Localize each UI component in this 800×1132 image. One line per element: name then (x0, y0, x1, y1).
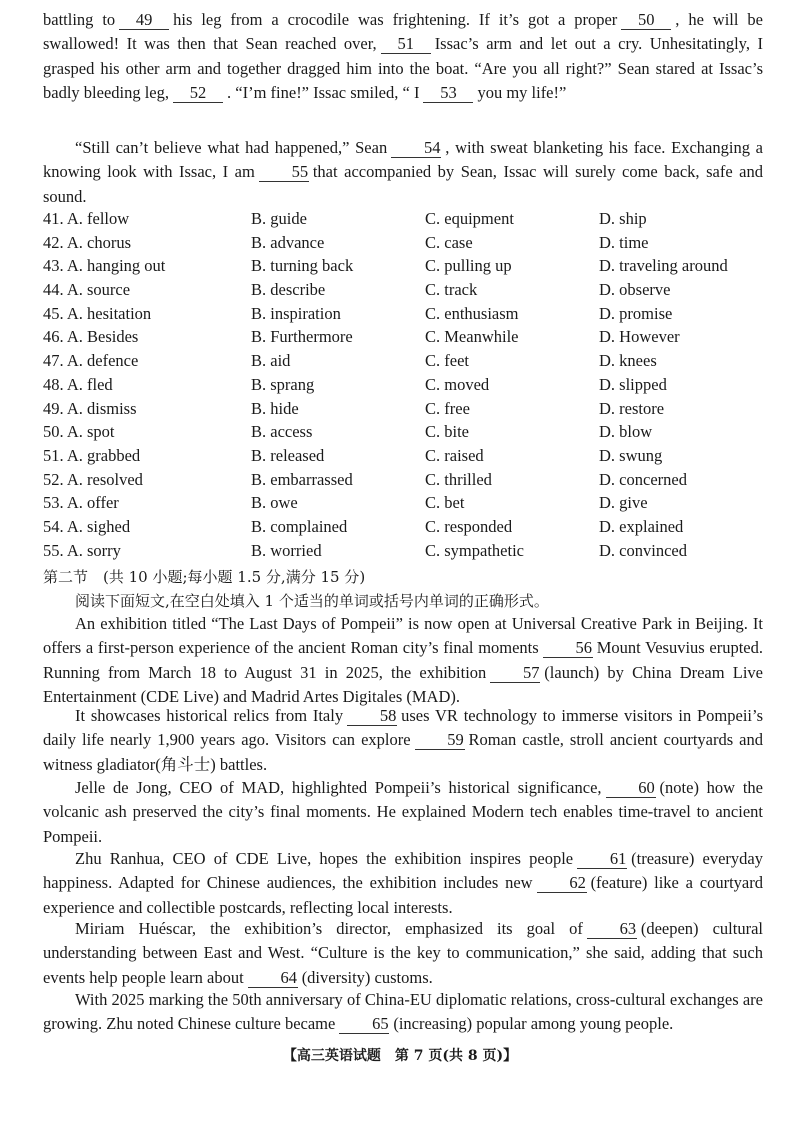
blank-65: 65 (339, 1015, 389, 1034)
blank-50: 50 (621, 11, 671, 30)
page-footer: 【高三英语试题 第 7 页(共 8 页)】 (282, 1048, 518, 1064)
option-row-47: 47. A. defence B. aid C. feet D. knees (43, 351, 657, 371)
option-row-42: 42. A. chorus B. advance C. case D. time (43, 232, 649, 252)
option-row-48: 48. A. fled B. sprang C. moved D. slipped (43, 374, 667, 394)
blank-55: 55 (259, 163, 309, 182)
blank-60: 60 (606, 779, 656, 798)
grammar-paragraph-3: Jelle de Jong, CEO of MAD, highlighted Pompeii’s historical significance, 60 (note) how the volcanic ash preserved the city’s final moments. He explained Modern tech enables time-travel to ancient Pompeii. (43, 778, 763, 846)
section-heading: 第二节 (共 10 小题;每小题 1.5 分,满分 15 分) (43, 568, 366, 586)
blank-52: 52 (173, 84, 223, 103)
options-list (43, 207, 763, 562)
section-instruction: 阅读下面短文,在空白处填入 1 个适当的单词或括号内单词的正确形式。 (75, 592, 549, 610)
grammar-paragraph-2: It showcases historical relics from Italy 58 uses VR technology to immerse visitors in Pompeii’s daily life nearly 1,900 years ago. Visitors can explore 59 Roman castle, stroll ancient courtyards and witness gladiator(角斗士) battles. (43, 706, 764, 774)
option-row-41: 41. A. fellow B. guide C. equipment D. ship (43, 209, 647, 228)
option-row-55: 55. A. sorry B. worried C. sympathetic D. convinced (43, 540, 687, 560)
blank-56: 56 (543, 639, 593, 658)
blank-59: 59 (415, 731, 465, 750)
option-row-53: 53. A. offer B. owe C. bet D. give (43, 493, 648, 513)
blank-64: 64 (248, 969, 298, 988)
blank-61: 61 (577, 850, 627, 869)
cloze-passage-final-paragraph: “Still can’t believe what had happened,” Sean 54 , with sweat blanketing his face. Exchanging a knowing look with Issac, I am 55 that accompanied by Sean, Issac will surely come back, safe and sound. (43, 138, 763, 206)
blank-58: 58 (347, 707, 397, 726)
grammar-paragraph-4: Zhu Ranhua, CEO of CDE Live, hopes the exhibition inspires people 61 (treasure) everyday happiness. Adapted for Chinese audiences, the exhibition includes new 62 (feature) like a courtyard experience and collectible postcards, reflecting local interests. (43, 849, 763, 917)
grammar-paragraph-6: With 2025 marking the 50th anniversary of China-EU diplomatic relations, cross-cultural exchanges are growing. Zhu noted Chinese culture became 65 (increasing) popular among young people. (43, 990, 763, 1034)
option-row-51: 51. A. grabbed B. released C. raised D. swung (43, 445, 663, 465)
grammar-paragraph-1: An exhibition titled “The Last Days of Pompeii” is now open at Universal Creative Park in Beijing. It offers a first-person experience of the ancient Roman city’s final moments 56 Mount Vesuvius erupted. Running from March 18 to August 31 in 2025, the exhibition 57 (launch) by China Dream Live Entertainment (CDE Live) and Madrid Artes Digitales (MAD). (43, 614, 763, 707)
option-row-54: 54. A. sighed B. complained C. responded D. explained (43, 516, 684, 536)
option-row-50: 50. A. spot B. access C. bite D. blow (43, 422, 653, 442)
option-row-44: 44. A. source B. describe C. track D. observe (43, 280, 671, 300)
grammar-paragraph-5: Miriam Huéscar, the exhibition’s director, emphasized its goal of 63 (deepen) cultural understanding between East and West. “Culture is the key to communication,” she said, adding that such events help people learn about 64 (diversity) customs. (43, 919, 763, 987)
blank-62: 62 (537, 874, 587, 893)
blank-51: 51 (381, 35, 431, 54)
option-row-43: 43. A. hanging out B. turning back C. pulling up D. traveling around (43, 256, 728, 276)
cloze-passage-end: battling to 49 his leg from a crocodile was frightening. If it’s got a proper 50 , he will be swallowed! It was then that Sean reached over, 51 Issac’s arm and let out a cry. Unhesitatingly, I grasped his other arm and together dragged him into the boat. “Are you all right?” Sean stared at Issac’s badly bleeding leg, 52 . “I’m fine!” Issac smiled, “ I 53 you my life!” (43, 10, 763, 103)
option-row-49: 49. A. dismiss B. hide C. free D. restore (43, 398, 665, 418)
blank-53: 53 (423, 84, 473, 103)
blank-49: 49 (119, 11, 169, 30)
option-row-45: 45. A. hesitation B. inspiration C. enthusiasm D. promise (43, 303, 673, 323)
option-row-46: 46. A. Besides B. Furthermore C. Meanwhile D. However (43, 327, 680, 347)
option-row-52: 52. A. resolved B. embarrassed C. thrilled D. concerned (43, 469, 687, 489)
blank-63: 63 (587, 920, 637, 939)
blank-57: 57 (490, 664, 540, 683)
blank-54: 54 (391, 139, 441, 158)
